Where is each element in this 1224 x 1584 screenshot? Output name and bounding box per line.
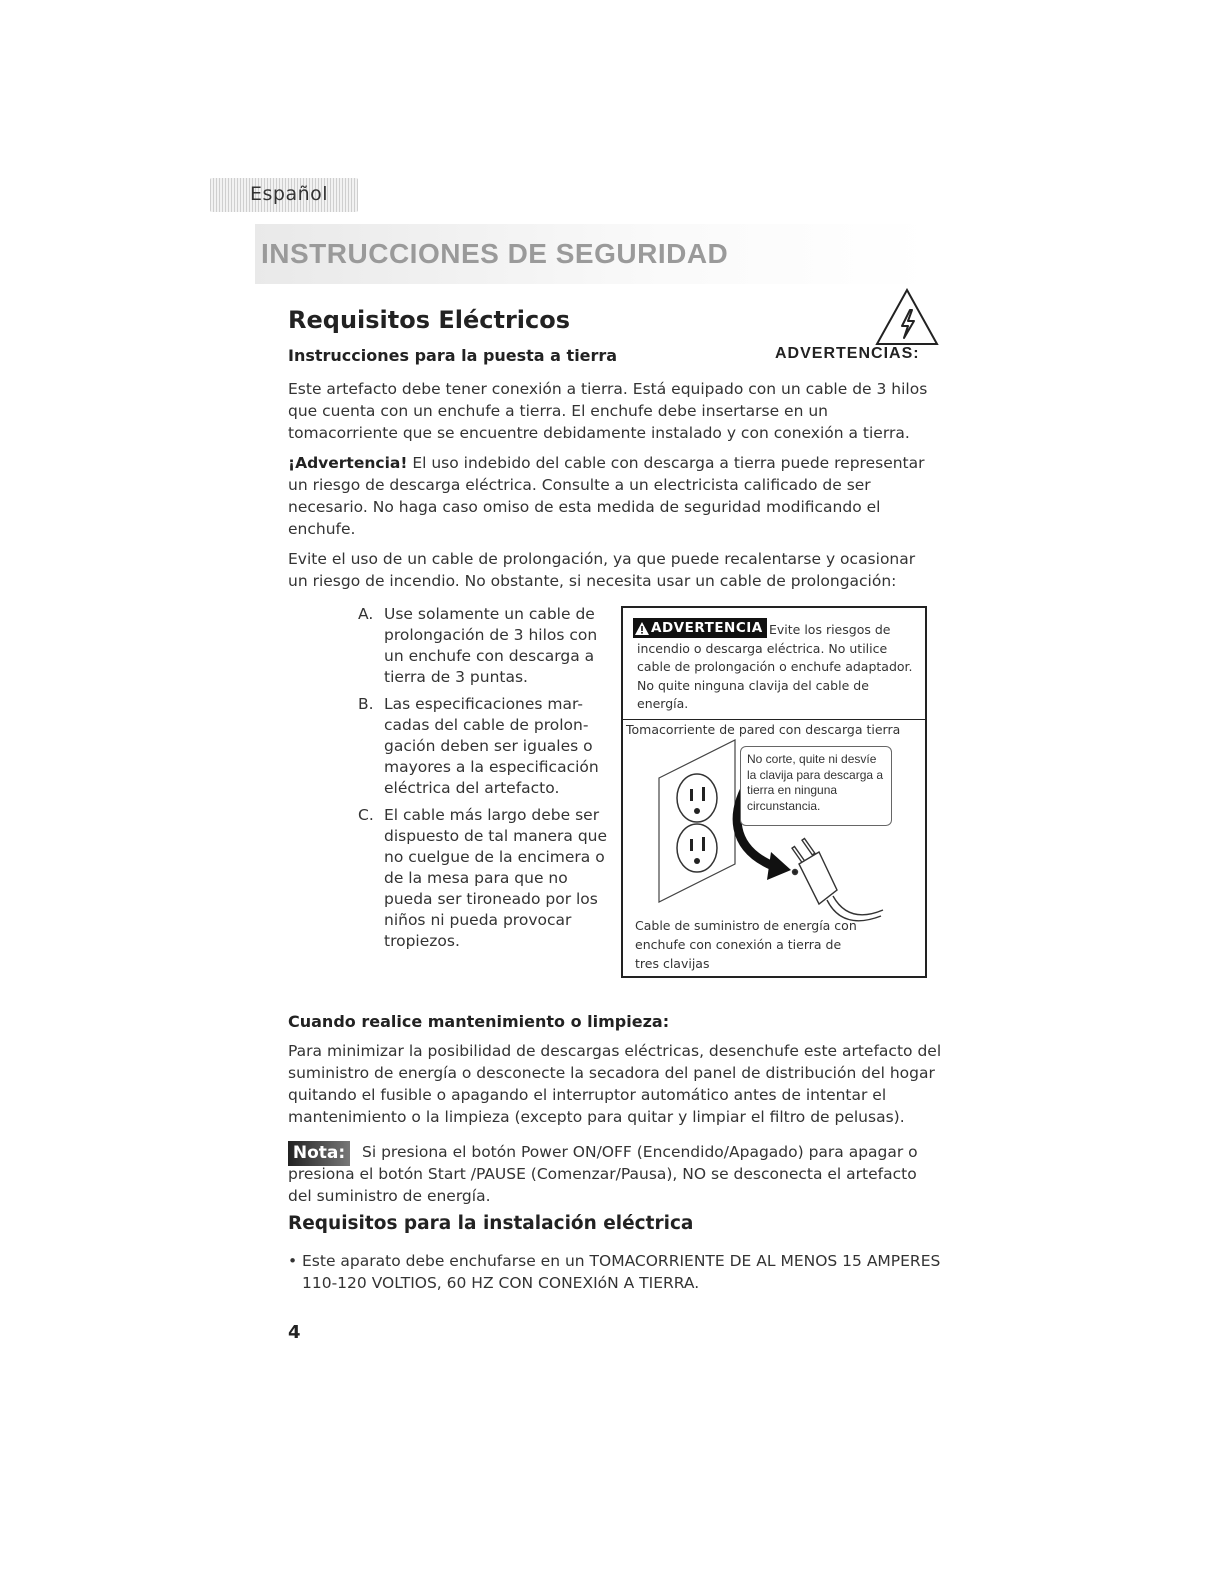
warning-paragraph	[288, 452, 928, 540]
receptacle-top	[677, 774, 717, 822]
list-item-text: El cable más largo debe ser dispuesto de tal manera que no cuelgue de la encimera o de la mesa para que no pueda ser tironeado por los niños ni pueda provocar tropiezos.	[384, 806, 608, 950]
list-item	[358, 604, 608, 688]
list-item-letter: C.	[358, 806, 374, 824]
cord-label: Cable de suministro de energía con enchufe con conexión a tierra de tres clavijas	[635, 918, 857, 971]
warnings-label: ADVERTENCIAS:	[775, 345, 920, 362]
outlet-label: Tomacorriente de pared con descarga tierra	[626, 722, 901, 737]
plug-icon	[792, 838, 883, 920]
extension-cord-list	[358, 604, 608, 958]
installation-bullet-text: Este aparato debe enchufarse en un TOMACORRIENTE DE AL MENOS 15 AMPERES 110-120 VOLTIOS, 60 HZ CON CONEXIóN A TIERRA.	[302, 1252, 941, 1292]
list-item	[358, 805, 608, 952]
page-title: Requisitos Eléctricos	[288, 306, 571, 334]
list-item	[358, 694, 608, 799]
diagram-divider	[623, 719, 925, 720]
list-item-letter: B.	[358, 695, 374, 713]
list-item-text: Use solamente un cable de prolongación de 3 hilos con un enchufe con descarga a tierra de 3 puntas.	[384, 605, 598, 686]
advertencia-badge-label: ADVERTENCIA	[651, 620, 763, 636]
diagram-warning-text: Evite los riesgos de incendio o descarga eléctrica. No utilice cable de prolongación o enchufe adaptador. No quite ninguna clavija del cable de energía.	[637, 622, 913, 711]
ground-pin-callout: No corte, quite ni desvíe la clavija para descarga a tierra en ninguna circunstancia.	[740, 746, 892, 826]
receptacle-bottom	[677, 824, 717, 872]
maintenance-heading: Cuando realice mantenimiento o limpieza:	[288, 1012, 670, 1031]
grounding-heading: Instrucciones para la puesta a tierra	[288, 346, 618, 365]
section-banner	[255, 224, 931, 284]
note-badge: Nota:	[288, 1141, 350, 1166]
warning-lead: ¡Advertencia!	[288, 454, 408, 472]
grounding-diagram	[621, 606, 927, 978]
installation-bullet	[288, 1250, 942, 1294]
language-tab	[210, 178, 358, 212]
grounding-paragraph: Este artefacto debe tener conexión a tierra. Está equipado con un cable de 3 hilos que cuenta con un enchufe a tierra. El enchufe debe insertarse en un tomacorriente que se encuentre debidamente instalado y con conexión a tierra.	[288, 380, 928, 442]
installation-heading: Requisitos para la instalación eléctrica	[288, 1213, 694, 1234]
note-text: Si presiona el botón Power ON/OFF (Encendido/Apagado) para apagar o presiona el botón Start /PAUSE (Comenzar/Pausa), NO se desconecta el artefacto del suministro de energía.	[288, 1143, 918, 1205]
bullet-dot: •	[288, 1252, 298, 1270]
section-banner-title: INSTRUCCIONES DE SEGURIDAD	[261, 238, 729, 269]
page-number: 4	[288, 1322, 301, 1343]
list-item-text: Las especificaciones mar-cadas del cable de prolon-gación deben ser iguales o mayores a la especificación eléctrica del artefacto.	[384, 695, 599, 797]
warning-text: El uso indebido del cable con descarga a tierra puede representar un riesgo de descarga eléctrica. Consulte a un electricista calificado de ser necesario. No haga caso omiso de esta medida de seguridad modificando el enchufe.	[288, 454, 925, 538]
language-tab-label: Español	[250, 183, 329, 205]
extension-cord-paragraph: Evite el uso de un cable de prolongación, ya que puede recalentarse y ocasionar un riesgo de incendio. No obstante, si necesita usar un cable de prolongación:	[288, 550, 916, 590]
maintenance-paragraph: Para minimizar la posibilidad de descargas eléctricas, desenchufe este artefacto del suministro de energía o desconecte la secadora del panel de distribución del hogar quitando el fusible o apagando el interruptor automático antes de intentar el mantenimiento o la limpieza (excepto para quitar y limpiar el filtro de pelusas).	[288, 1042, 942, 1126]
electric-hazard-icon	[875, 288, 939, 346]
list-item-letter: A.	[358, 605, 374, 623]
